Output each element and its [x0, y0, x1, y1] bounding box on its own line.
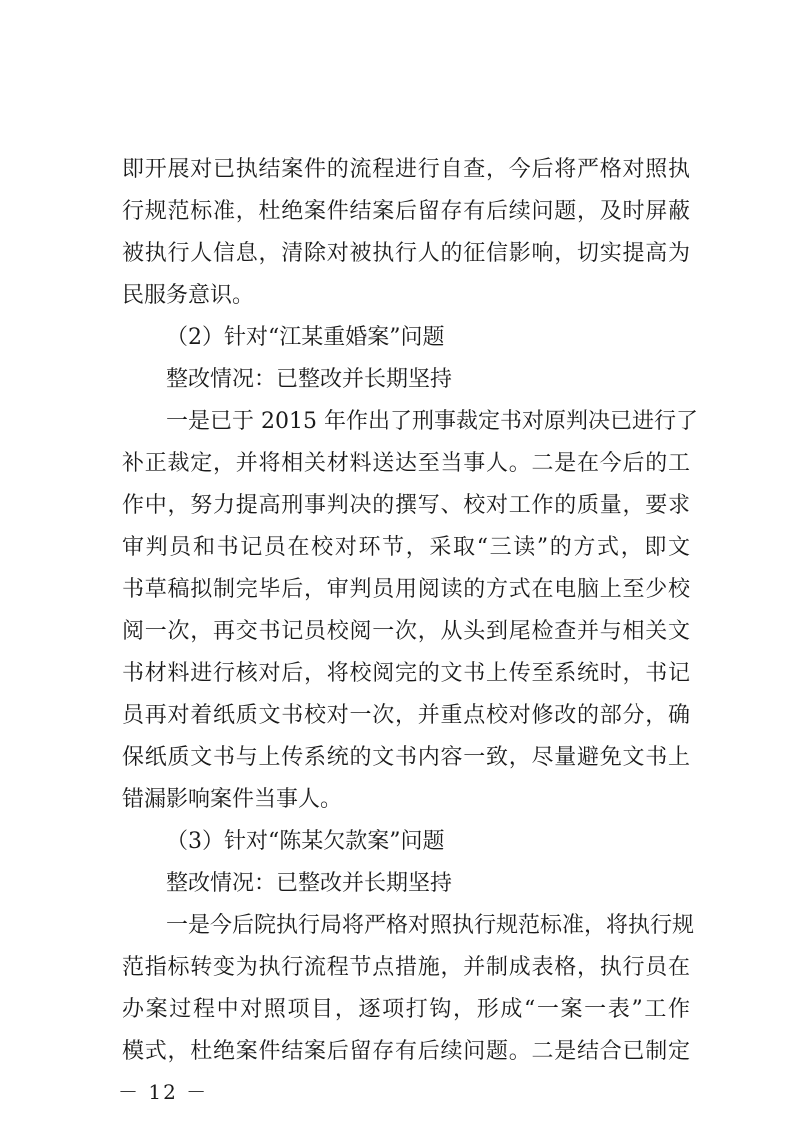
body-text-line: 民服务意识。 — [122, 283, 255, 308]
body-text-line: 保纸质文书与上传系统的文书内容一致，尽量避免文书上 — [122, 745, 690, 770]
status-line: 整改情况：已整改并长期坚持 — [166, 871, 453, 896]
body-text-line: 书材料进行核对后，将校阅完的文书上传至系统时，书记 — [122, 661, 690, 686]
body-text-line: 被执行人信息，清除对被执行人的征信影响，切实提高为 — [122, 241, 690, 266]
body-text-line: 作中，努力提高刑事判决的撰写、校对工作的质量，要求 — [122, 493, 690, 518]
body-text-line: 阅一次，再交书记员校阅一次，从头到尾检查并与相关文 — [122, 619, 690, 644]
section-heading: （2）针对“江某重婚案”问题 — [166, 325, 445, 350]
status-line: 整改情况：已整改并长期坚持 — [166, 367, 453, 392]
body-text-line: 书草稿拟制完毕后，审判员用阅读的方式在电脑上至少校 — [122, 577, 690, 602]
body-text-line: 办案过程中对照项目，逐项打钩，形成“一案一表”工作 — [122, 997, 690, 1022]
body-text-line: 补正裁定，并将相关材料送达至当事人。二是在今后的工 — [122, 451, 690, 476]
body-text-line: 员再对着纸质文书校对一次，并重点校对修改的部分，确 — [122, 703, 690, 728]
body-text-line: 审判员和书记员在校对环节，采取“三读”的方式，即文 — [122, 535, 690, 560]
body-text-line: 错漏影响案件当事人。 — [122, 787, 343, 812]
section-heading: （3）针对“陈某欠款案”问题 — [166, 829, 445, 854]
page-number: － 12 － — [118, 1080, 209, 1104]
body-text-line: 一是已于 2015 年作出了刑事裁定书对原判决已进行了 — [166, 409, 698, 434]
body-text-line: 即开展对已执结案件的流程进行自查，今后将严格对照执 — [122, 157, 690, 182]
body-text-line: 一是今后院执行局将严格对照执行规范标准，将执行规 — [166, 913, 695, 938]
body-text-line: 范指标转变为执行流程节点措施，并制成表格，执行员在 — [122, 955, 690, 980]
body-text-line: 行规范标准，杜绝案件结案后留存有后续问题，及时屏蔽 — [122, 199, 690, 224]
body-text-line: 模式，杜绝案件结案后留存有后续问题。二是结合已制定 — [122, 1039, 690, 1064]
